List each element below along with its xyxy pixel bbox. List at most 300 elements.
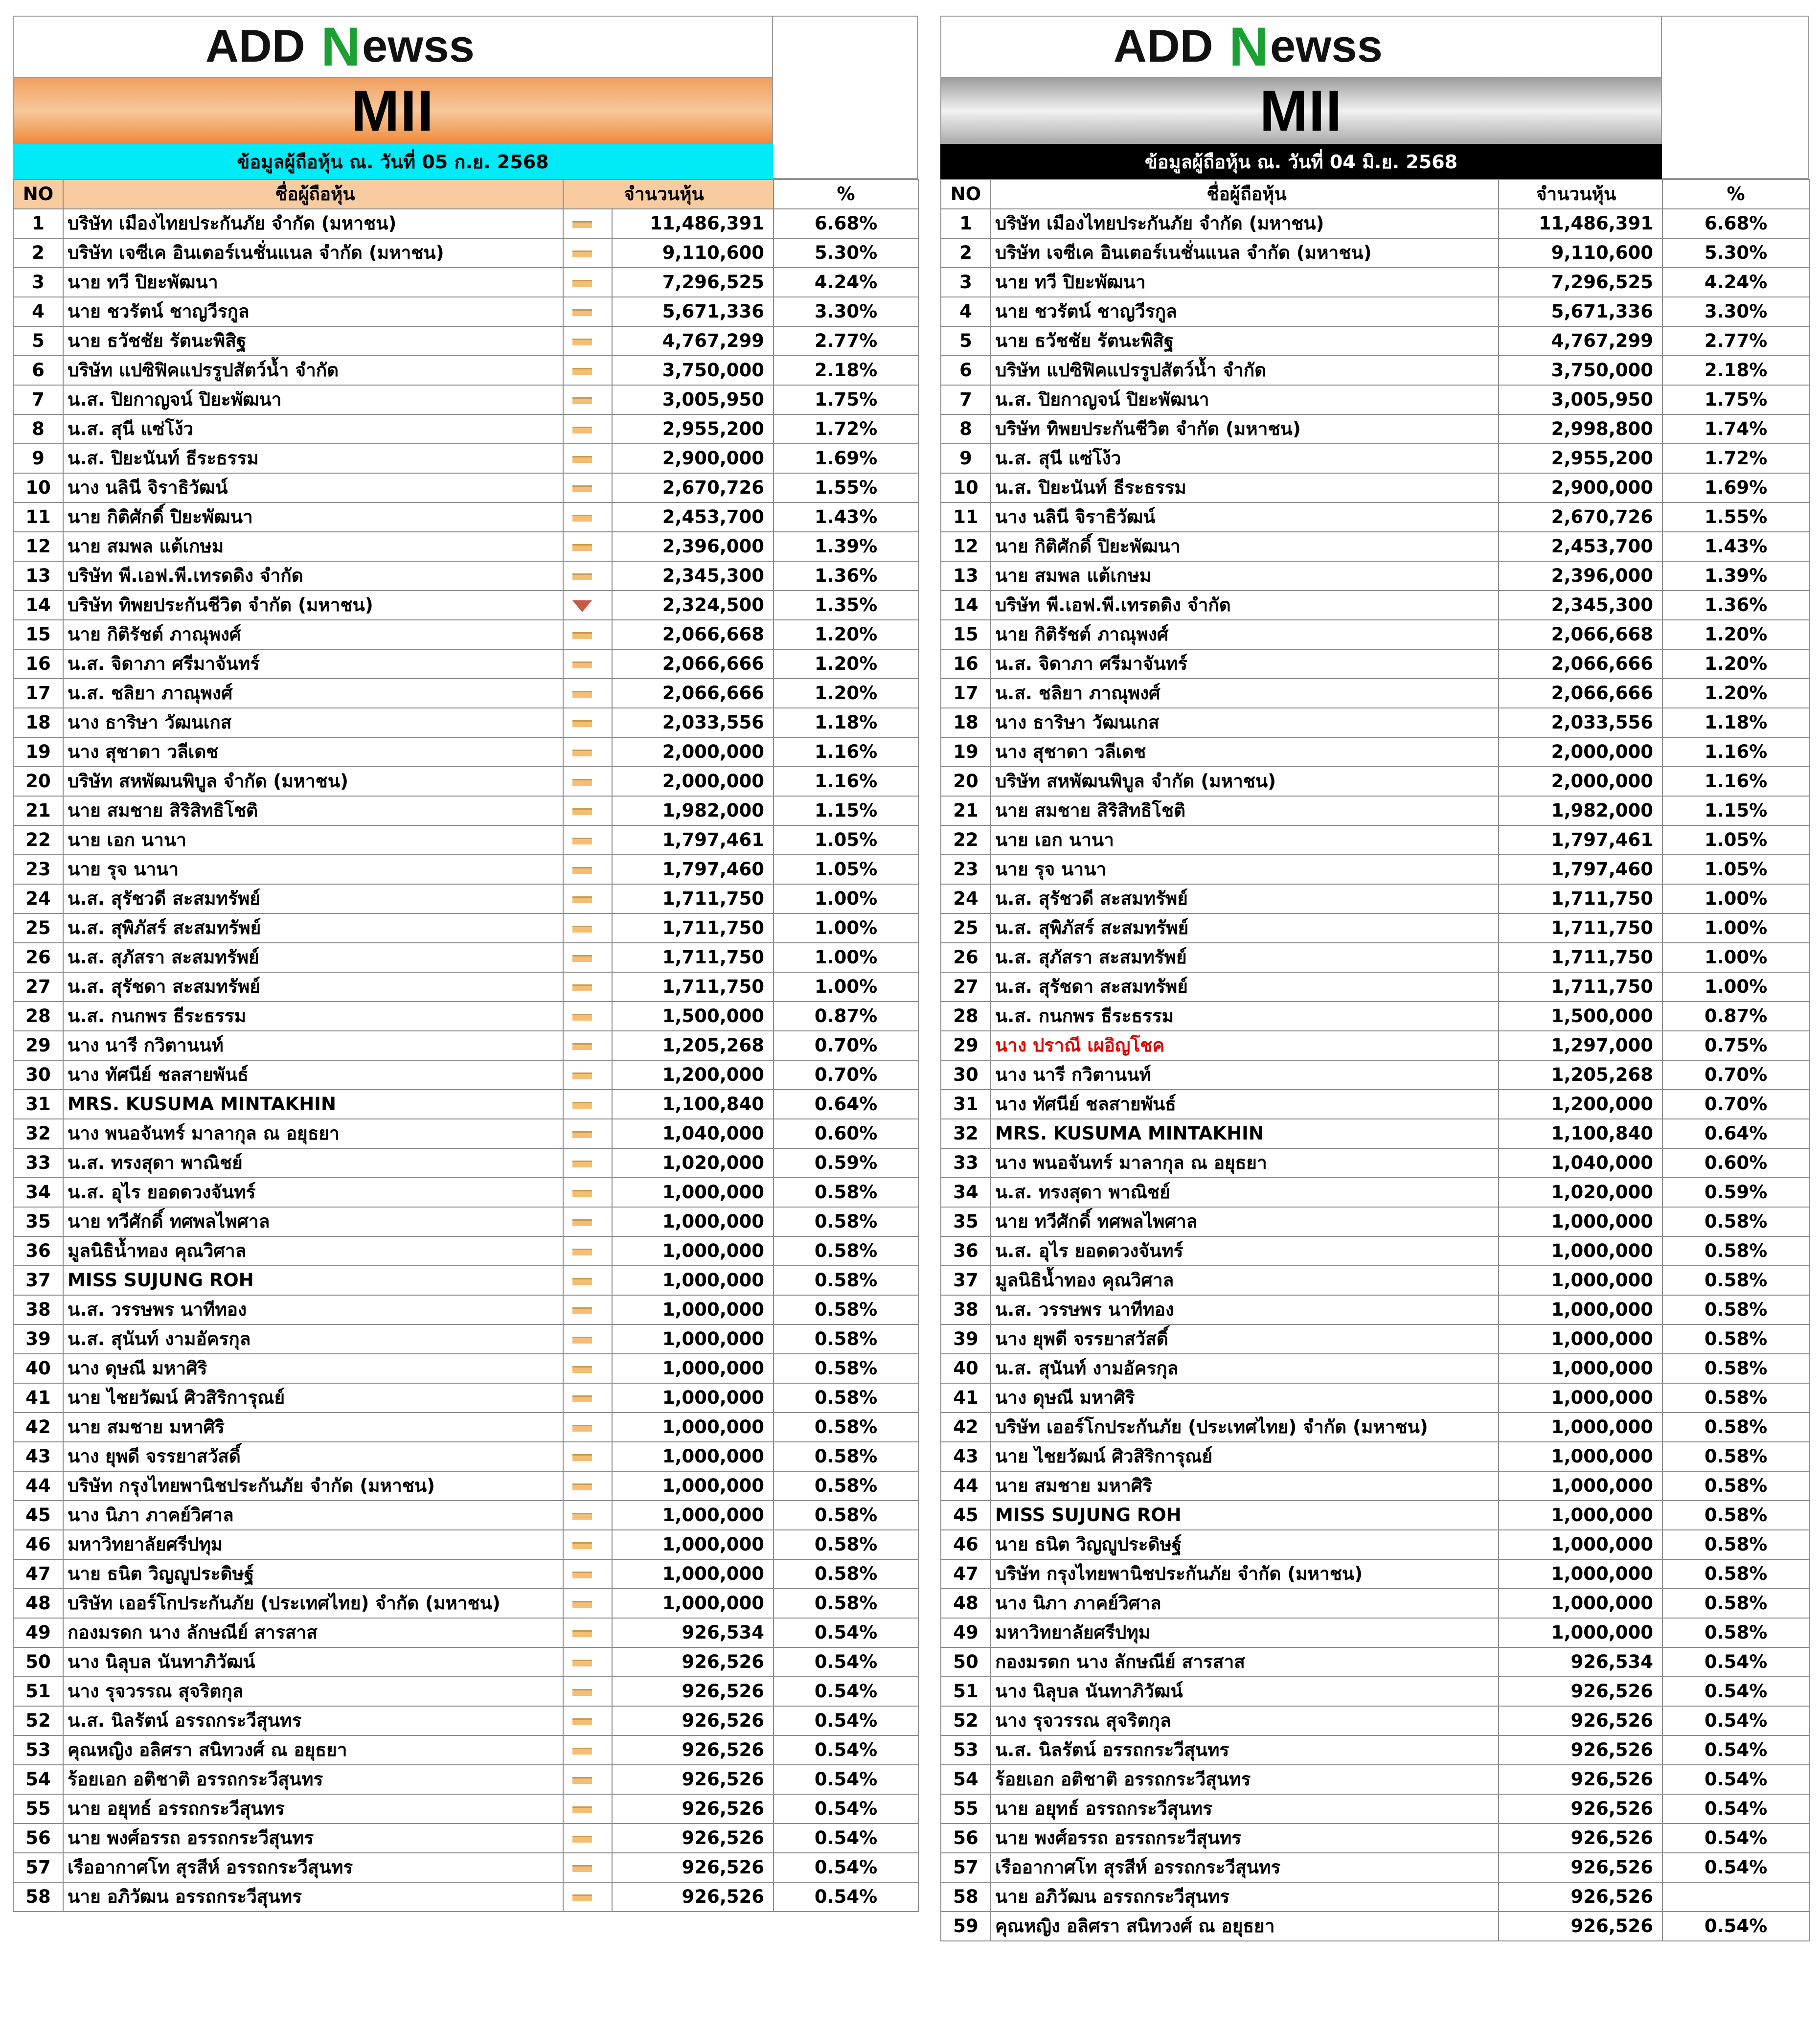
row-change-indicator [563, 1735, 612, 1765]
row-shares: 1,040,000 [612, 1119, 774, 1148]
equal-bar-icon [572, 309, 592, 316]
row-holder-name: น.ส. สุรัชวดี สะสมทรัพย์ [991, 884, 1499, 913]
row-no: 10 [941, 473, 991, 502]
row-holder-name: นาย พงศ์อรรถ อรรถกระวีสุนทร [991, 1824, 1499, 1853]
row-shares: 926,526 [1499, 1706, 1662, 1735]
row-shares: 1,000,000 [1499, 1295, 1662, 1324]
row-holder-name: นาย พงศ์อรรถ อรรถกระวีสุนทร [63, 1824, 563, 1853]
row-shares: 1,982,000 [612, 796, 774, 825]
row-shares: 1,000,000 [612, 1559, 774, 1589]
row-no: 7 [13, 385, 63, 414]
row-percent: 0.54% [1662, 1824, 1809, 1853]
row-no: 6 [941, 356, 991, 385]
row-holder-name: เรืออากาศโท สุรสีห์ อรรถกระวีสุนทร [991, 1853, 1499, 1882]
row-shares: 2,066,666 [1499, 679, 1662, 708]
table-row [13, 414, 918, 444]
row-no: 12 [13, 532, 63, 561]
row-shares: 7,296,525 [1499, 268, 1662, 297]
table-row [941, 1618, 1809, 1647]
row-change-indicator [563, 1530, 612, 1559]
table-row [13, 385, 918, 414]
row-no: 8 [941, 414, 991, 444]
logo-text-n: N [321, 17, 361, 77]
row-holder-name: น.ส. ชลิยา ภาณุพงศ์ [63, 679, 563, 708]
row-change-indicator [563, 1589, 612, 1618]
equal-bar-icon [572, 544, 592, 551]
row-holder-name: นาย ธวัชชัย รัตนะพิสิฐ [991, 326, 1499, 356]
row-holder-name: น.ส. สุนันท์ งามอัครกุล [991, 1354, 1499, 1383]
row-shares: 2,453,700 [1499, 532, 1662, 561]
row-percent: 0.58% [1662, 1589, 1809, 1618]
row-percent: 0.58% [1662, 1471, 1809, 1501]
row-no: 58 [13, 1882, 63, 1912]
table-row [13, 1178, 918, 1207]
row-holder-name: บริษัท กรุงไทยพานิชประกันภัย จำกัด (มหาชน) [63, 1471, 563, 1501]
row-shares: 926,526 [612, 1647, 774, 1677]
row-percent: 1.00% [1662, 913, 1809, 943]
row-change-indicator [563, 1706, 612, 1735]
row-shares: 1,000,000 [1499, 1501, 1662, 1530]
row-holder-name: น.ส. สุนี แซ่โง้ว [63, 414, 563, 444]
table-row [13, 1119, 918, 1148]
row-percent: 0.58% [1662, 1266, 1809, 1295]
row-no: 51 [941, 1677, 991, 1706]
row-change-indicator [563, 1882, 612, 1912]
row-percent: 1.16% [1662, 767, 1809, 796]
row-percent: 0.54% [1662, 1706, 1809, 1735]
table-row [941, 1148, 1809, 1178]
row-no: 30 [13, 1060, 63, 1090]
row-change-indicator [563, 1824, 612, 1853]
row-percent: 2.18% [1662, 356, 1809, 385]
row-percent: 1.15% [1662, 796, 1809, 825]
row-no: 16 [13, 649, 63, 679]
row-holder-name: นาย กิติศักดิ์ ปิยะพัฒนา [991, 532, 1499, 561]
row-shares: 926,526 [612, 1882, 774, 1912]
row-change-indicator [563, 796, 612, 825]
row-holder-name: นาง ธาริษา วัฒนเกส [63, 708, 563, 737]
row-percent: 0.54% [774, 1647, 918, 1677]
row-holder-name: กองมรดก นาง ลักษณีย์ สารสาส [991, 1647, 1499, 1677]
table-row [13, 708, 918, 737]
table-row [13, 268, 918, 297]
row-holder-name: นาย ไชยวัฒน์ ศิวสิริการุณย์ [63, 1383, 563, 1413]
equal-bar-icon [572, 1718, 592, 1725]
equal-bar-icon [572, 1777, 592, 1784]
row-no: 31 [13, 1090, 63, 1119]
row-no: 1 [941, 209, 991, 238]
col-header-pct: % [774, 180, 918, 209]
row-holder-name: นาง ยุพดี จรรยาสวัสดิ์ [63, 1442, 563, 1471]
table-row [941, 1501, 1809, 1530]
row-percent: 1.74% [1662, 414, 1809, 444]
row-change-indicator [563, 1324, 612, 1354]
equal-bar-icon [572, 1395, 592, 1402]
col-header-no: NO [941, 180, 991, 209]
row-shares: 926,526 [1499, 1912, 1662, 1941]
row-percent: 0.58% [1662, 1413, 1809, 1442]
row-holder-name: นาง ดุษณี มหาศิริ [991, 1383, 1499, 1413]
row-percent: 0.58% [774, 1178, 918, 1207]
row-shares: 1,000,000 [1499, 1236, 1662, 1266]
row-change-indicator [563, 649, 612, 679]
row-holder-name: นาย สมชาย มหาศิริ [63, 1413, 563, 1442]
row-no: 20 [13, 767, 63, 796]
row-shares: 1,020,000 [612, 1148, 774, 1178]
row-holder-name: บริษัท เจซีเค อินเตอร์เนชั่นแนล จำกัด (มหาชน) [63, 238, 563, 268]
table-row [941, 1324, 1809, 1354]
table-row [941, 502, 1809, 532]
row-holder-name: น.ส. สุนันท์ งามอัครกุล [63, 1324, 563, 1354]
row-holder-name: นาย เอก นานา [991, 825, 1499, 855]
row-shares: 1,000,000 [612, 1266, 774, 1295]
equal-bar-icon [572, 515, 592, 522]
row-holder-name: นาย ธวัชชัย รัตนะพิสิฐ [63, 326, 563, 356]
table-row [941, 1442, 1809, 1471]
row-percent: 0.60% [1662, 1148, 1809, 1178]
row-no: 39 [941, 1324, 991, 1354]
row-no: 43 [13, 1442, 63, 1471]
row-holder-name: น.ส. ทรงสุดา พาณิชย์ [991, 1178, 1499, 1207]
row-percent: 3.30% [1662, 297, 1809, 326]
row-holder-name: นาง ปราณี เผอิญโชค [991, 1031, 1499, 1060]
row-no: 37 [941, 1266, 991, 1295]
table-row [13, 1530, 918, 1559]
row-percent: 1.55% [774, 473, 918, 502]
row-percent: 0.70% [1662, 1060, 1809, 1090]
row-holder-name: มูลนิธิน้ำทอง คุณวิศาล [63, 1236, 563, 1266]
table-row [941, 737, 1809, 767]
equal-bar-icon [572, 1865, 592, 1872]
row-percent: 0.54% [774, 1824, 918, 1853]
row-no: 25 [13, 913, 63, 943]
row-shares: 1,000,000 [1499, 1442, 1662, 1471]
row-holder-name: น.ส. กนกพร ธีระธรรม [63, 1002, 563, 1031]
row-shares: 2,900,000 [1499, 473, 1662, 502]
row-percent: 0.58% [1662, 1618, 1809, 1647]
row-no: 57 [13, 1853, 63, 1882]
row-percent: 1.05% [1662, 855, 1809, 884]
row-shares: 2,998,800 [1499, 414, 1662, 444]
row-no: 2 [941, 238, 991, 268]
row-percent: 0.58% [774, 1207, 918, 1236]
row-change-indicator [563, 767, 612, 796]
row-change-indicator [563, 1031, 612, 1060]
row-percent: 0.54% [774, 1677, 918, 1706]
row-percent: 0.70% [1662, 1090, 1809, 1119]
row-holder-name: น.ส. สุรัชดา สะสมทรัพย์ [991, 972, 1499, 1002]
row-shares: 2,000,000 [612, 737, 774, 767]
symbol-title: MII [13, 78, 773, 144]
row-no: 4 [941, 297, 991, 326]
row-shares: 1,000,000 [1499, 1383, 1662, 1413]
row-holder-name: นาย ธนิต วิญญูประดิษฐ์ [991, 1530, 1499, 1559]
row-no: 55 [941, 1794, 991, 1824]
row-percent: 1.18% [1662, 708, 1809, 737]
row-percent: 0.54% [1662, 1735, 1809, 1765]
table-row [941, 649, 1809, 679]
table-row [941, 444, 1809, 473]
row-change-indicator [563, 1119, 612, 1148]
row-holder-name: นาย อยุทธ์ อรรถกระวีสุนทร [991, 1794, 1499, 1824]
equal-bar-icon [572, 427, 592, 433]
table-row [941, 1060, 1809, 1090]
table-row [13, 1853, 918, 1882]
row-percent: 0.58% [774, 1413, 918, 1442]
row-no: 37 [13, 1266, 63, 1295]
row-shares: 1,100,840 [612, 1090, 774, 1119]
table-body [941, 209, 1809, 1941]
row-holder-name: ร้อยเอก อติชาติ อรรถกระวีสุนทร [991, 1765, 1499, 1794]
table-row [941, 1383, 1809, 1413]
row-holder-name: ร้อยเอก อติชาติ อรรถกระวีสุนทร [63, 1765, 563, 1794]
table-row [941, 767, 1809, 796]
table-row [941, 1706, 1809, 1735]
table-row [13, 561, 918, 591]
row-percent: 1.20% [1662, 679, 1809, 708]
row-percent: 0.58% [1662, 1442, 1809, 1471]
row-holder-name: คุณหญิง อลิศรา สนิทวงศ์ ณ อยุธยา [63, 1735, 563, 1765]
table-row [941, 679, 1809, 708]
row-holder-name: นาง นารี กวิตานนท์ [63, 1031, 563, 1060]
row-percent: 0.58% [1662, 1501, 1809, 1530]
row-percent [1662, 1882, 1809, 1912]
row-no: 14 [13, 591, 63, 620]
row-shares: 1,797,460 [612, 855, 774, 884]
row-percent: 0.58% [1662, 1354, 1809, 1383]
row-no: 28 [13, 1002, 63, 1031]
row-shares: 926,526 [1499, 1794, 1662, 1824]
table-row [941, 591, 1809, 620]
row-percent: 1.75% [774, 385, 918, 414]
row-no: 53 [13, 1735, 63, 1765]
row-shares: 926,526 [612, 1706, 774, 1735]
equal-bar-icon [572, 1454, 592, 1461]
row-shares: 2,066,668 [1499, 620, 1662, 649]
row-change-indicator [563, 913, 612, 943]
row-percent: 1.05% [774, 825, 918, 855]
row-change-indicator [563, 1765, 612, 1794]
equal-bar-icon [572, 896, 592, 903]
row-no: 21 [941, 796, 991, 825]
table-row [941, 708, 1809, 737]
equal-bar-icon [572, 1043, 592, 1050]
row-no: 55 [13, 1794, 63, 1824]
row-shares: 2,345,300 [612, 561, 774, 591]
row-holder-name: นาย ไชยวัฒน์ ศิวสิริการุณย์ [991, 1442, 1499, 1471]
row-holder-name: บริษัท พี.เอฟ.พี.เทรดดิง จำกัด [991, 591, 1499, 620]
row-holder-name: บริษัท ทิพยประกันชีวิต จำกัด (มหาชน) [63, 591, 563, 620]
row-holder-name: นาง นารี กวิตานนท์ [991, 1060, 1499, 1090]
row-shares: 1,297,000 [1499, 1031, 1662, 1060]
table-row [13, 502, 918, 532]
row-holder-name: น.ส. จิดาภา ศรีมาจันทร์ [991, 649, 1499, 679]
row-change-indicator [563, 502, 612, 532]
table-row [13, 1002, 918, 1031]
table-row [13, 1148, 918, 1178]
logo-text-ewss: ewss [362, 20, 475, 71]
row-shares: 1,000,000 [612, 1236, 774, 1266]
row-no: 49 [13, 1618, 63, 1647]
row-holder-name: MISS SUJUNG ROH [991, 1501, 1499, 1530]
table-row [13, 1442, 918, 1471]
row-no: 15 [13, 620, 63, 649]
col-header-pct: % [1662, 180, 1809, 209]
row-shares: 1,000,000 [1499, 1413, 1662, 1442]
down-triangle-icon [572, 600, 592, 612]
row-no: 5 [13, 326, 63, 356]
table-row [13, 620, 918, 649]
row-shares: 1,205,268 [612, 1031, 774, 1060]
table-row [13, 1236, 918, 1266]
row-percent: 0.54% [774, 1735, 918, 1765]
col-header-name: ชื่อผู้ถือหุ้น [991, 180, 1499, 209]
row-change-indicator [563, 708, 612, 737]
table-row [941, 1119, 1809, 1148]
row-shares: 1,982,000 [1499, 796, 1662, 825]
table-row [13, 737, 918, 767]
table-row [13, 855, 918, 884]
row-shares: 1,100,840 [1499, 1119, 1662, 1148]
row-no: 36 [13, 1236, 63, 1266]
row-percent: 1.00% [774, 943, 918, 972]
row-holder-name: น.ส. ปิยกาญจน์ ปิยะพัฒนา [63, 385, 563, 414]
row-holder-name: นาย อภิวัฒน อรรถกระวีสุนทร [991, 1882, 1499, 1912]
row-shares: 11,486,391 [1499, 209, 1662, 238]
row-change-indicator [563, 414, 612, 444]
row-shares: 1,000,000 [612, 1501, 774, 1530]
panel-current [13, 16, 919, 1912]
row-change-indicator [563, 1618, 612, 1647]
row-no: 11 [13, 502, 63, 532]
row-change-indicator [563, 1677, 612, 1706]
row-percent: 0.58% [774, 1559, 918, 1589]
table-row [13, 1471, 918, 1501]
date-label: ข้อมูลผู้ถือหุ้น ณ. วันที่ 05 ก.ย. 2568 [13, 144, 773, 179]
table-row [13, 1765, 918, 1794]
equal-bar-icon [572, 926, 592, 933]
table-row [941, 855, 1809, 884]
row-shares: 1,000,000 [612, 1530, 774, 1559]
row-no: 51 [13, 1677, 63, 1706]
row-change-indicator [563, 591, 612, 620]
row-no: 22 [13, 825, 63, 855]
table-row [13, 1706, 918, 1735]
equal-bar-icon [572, 750, 592, 756]
row-shares: 2,955,200 [1499, 444, 1662, 473]
row-no: 46 [13, 1530, 63, 1559]
table-row [13, 297, 918, 326]
row-change-indicator [563, 1295, 612, 1324]
equal-bar-icon [572, 1072, 592, 1079]
row-holder-name: นาง นิลุบล นันทาภิวัฒน์ [63, 1647, 563, 1677]
equal-bar-icon [572, 1836, 592, 1843]
row-no: 41 [13, 1383, 63, 1413]
table-row [941, 1794, 1809, 1824]
row-percent: 1.75% [1662, 385, 1809, 414]
row-no: 30 [941, 1060, 991, 1090]
row-holder-name: นาง พนอจันทร์ มาลากุล ณ อยุธยา [63, 1119, 563, 1148]
table-row [941, 1295, 1809, 1324]
equal-bar-icon [572, 632, 592, 639]
row-no: 50 [13, 1647, 63, 1677]
row-no: 23 [13, 855, 63, 884]
table-body [13, 209, 918, 1912]
row-shares: 1,000,000 [612, 1207, 774, 1236]
row-change-indicator [563, 884, 612, 913]
row-percent: 0.54% [1662, 1647, 1809, 1677]
row-percent: 1.05% [774, 855, 918, 884]
row-shares: 1,205,268 [1499, 1060, 1662, 1090]
row-percent: 0.58% [1662, 1295, 1809, 1324]
row-change-indicator [563, 1002, 612, 1031]
row-percent: 1.39% [1662, 561, 1809, 591]
row-no: 6 [13, 356, 63, 385]
row-shares: 1,200,000 [612, 1060, 774, 1090]
row-holder-name: MRS. KUSUMA MINTAKHIN [63, 1090, 563, 1119]
row-holder-name: นาย รุจ นานา [63, 855, 563, 884]
row-holder-name: นาง สุชาดา วลีเดช [63, 737, 563, 767]
row-holder-name: นาย สมชาย สิริสิทธิโชติ [63, 796, 563, 825]
row-no: 44 [941, 1471, 991, 1501]
table-row [941, 1207, 1809, 1236]
row-shares: 2,324,500 [612, 591, 774, 620]
row-holder-name: น.ส. ปิยกาญจน์ ปิยะพัฒนา [991, 385, 1499, 414]
row-percent: 1.20% [1662, 649, 1809, 679]
row-shares: 926,526 [1499, 1677, 1662, 1706]
row-percent: 0.54% [774, 1706, 918, 1735]
row-change-indicator [563, 1236, 612, 1266]
row-shares: 2,670,726 [1499, 502, 1662, 532]
row-no: 52 [13, 1706, 63, 1735]
row-percent: 0.54% [774, 1853, 918, 1882]
row-percent: 1.39% [774, 532, 918, 561]
row-shares: 926,526 [612, 1824, 774, 1853]
table-row [941, 1677, 1809, 1706]
header-side-cell [1662, 16, 1809, 179]
row-shares: 1,797,461 [1499, 825, 1662, 855]
table-row [941, 796, 1809, 825]
row-shares: 1,000,000 [612, 1324, 774, 1354]
table-row [941, 473, 1809, 502]
row-change-indicator [563, 238, 612, 268]
table-row [13, 943, 918, 972]
table-row [13, 1559, 918, 1589]
row-holder-name: น.ส. สุพิภัสร์ สะสมทรัพย์ [991, 913, 1499, 943]
table-row [941, 1647, 1809, 1677]
row-percent: 0.58% [1662, 1530, 1809, 1559]
row-holder-name: นาย ทวี ปิยะพัฒนา [991, 268, 1499, 297]
row-no: 48 [941, 1589, 991, 1618]
row-holder-name: นาย กิติศักดิ์ ปิยะพัฒนา [63, 502, 563, 532]
row-holder-name: น.ส. อุไร ยอดดวงจันทร์ [991, 1236, 1499, 1266]
row-shares: 2,066,668 [612, 620, 774, 649]
row-shares: 5,671,336 [612, 297, 774, 326]
row-no: 26 [941, 943, 991, 972]
row-shares: 1,000,000 [1499, 1618, 1662, 1647]
row-no: 33 [13, 1148, 63, 1178]
row-no: 19 [13, 737, 63, 767]
table-row [13, 825, 918, 855]
shareholder-table [940, 179, 1810, 1941]
row-percent: 0.58% [774, 1295, 918, 1324]
row-percent: 2.77% [774, 326, 918, 356]
row-no: 34 [13, 1178, 63, 1207]
logo-text-ewss: ewss [1270, 20, 1383, 71]
row-percent: 1.20% [774, 679, 918, 708]
row-no: 41 [941, 1383, 991, 1413]
row-shares: 3,005,950 [612, 385, 774, 414]
